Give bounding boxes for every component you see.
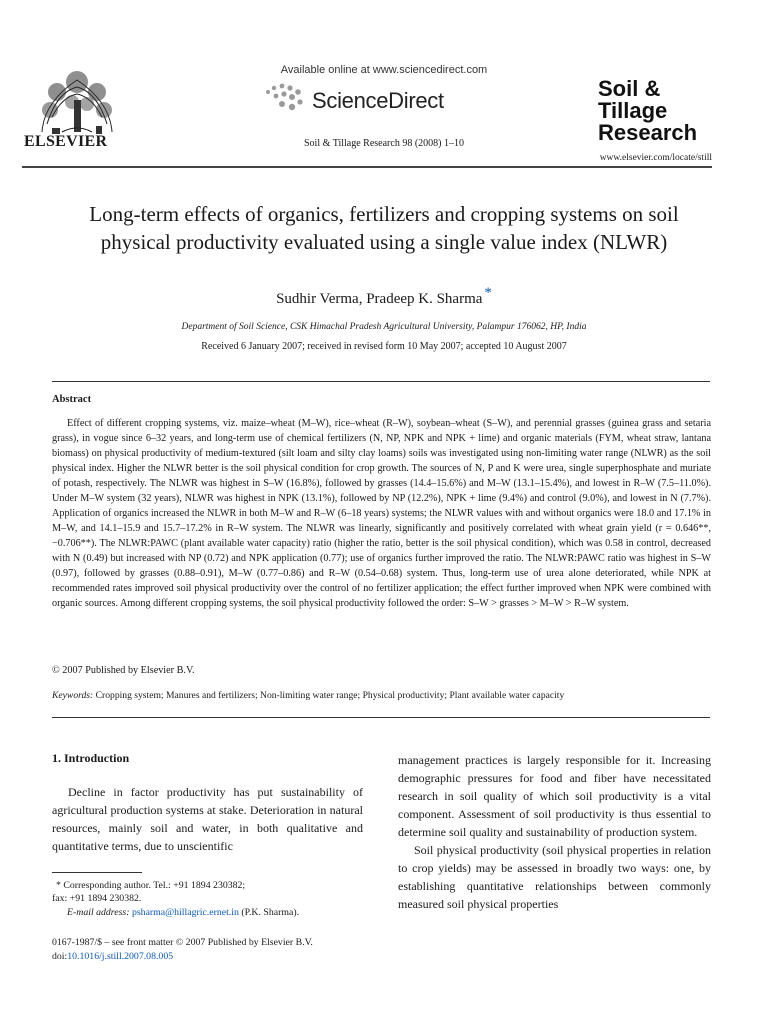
- keywords-label: Keywords:: [52, 690, 94, 701]
- header-divider: [22, 166, 712, 168]
- keywords: [52, 690, 564, 701]
- article-authors: [0, 285, 768, 308]
- journal-name: [598, 78, 697, 144]
- journal-name-line3: Research: [598, 120, 698, 145]
- abstract-bottom-divider: [52, 717, 710, 718]
- sciencedirect-logo[interactable]: [262, 82, 462, 118]
- keywords-text: Cropping system; Manures and fertilizers; Non-limiting water range; Physical productivity; Plant available water capacity: [95, 690, 565, 701]
- footnote-fax: fax: +91 1894 230382.: [52, 893, 142, 904]
- intro-column-2: [398, 751, 711, 913]
- intro-paragraph-1: Decline in factor productivity has put sustainability of agricultural production systems at stake. Deterioration in natural resources, mainly soil and water, in both qualitative and quantitative terms, due to unscientific: [52, 785, 363, 853]
- received-dates: Received 6 January 2007; received in revised form 10 May 2007; accepted 10 August 2007: [201, 341, 567, 352]
- section-heading-introduction: 1. Introduction: [52, 751, 130, 765]
- doi-link[interactable]: 10.1016/j.still.2007.08.005: [67, 951, 174, 962]
- author-affiliation: Department of Soil Science, CSK Himachal Pradesh Agricultural University, Palampur 176062, HP, India: [181, 322, 587, 332]
- abstract-copyright: © 2007 Published by Elsevier B.V.: [52, 665, 195, 676]
- intro-paragraph-continued: management practices is largely responsible for it. Increasing demographic pressures for food and fiber have necessitated research in soil quality of which soil productivity is a vital component. Assessment of soil productivity is thus essential to determine soil quality and sustainability of production system.: [398, 753, 711, 839]
- email-link[interactable]: psharma@hillagric.ernet.in: [131, 907, 239, 918]
- abstract-heading: Abstract: [52, 394, 92, 405]
- email-label: E-mail address:: [67, 907, 130, 918]
- abstract-body: Effect of different cropping systems, viz. maize–wheat (M–W), rice–wheat (R–W), soybean–wheat (S–W), and perennial grasses (guinea grass and setaria grass), in vogue since 6–32 years, and long-term use of chemical fertilizers (N, NP, NPK and NPK + lime) and organic materials (FYM, wheat straw, lantana biomass) on physical productivity of medium-textured (silt loam and silty clay loams) soils was investigated using non-limiting water range (NLWR) as the soil physical index. Higher the NLWR better is the soil physical condition for crop growth. The sources of N, P and K were urea, single superphosphate and muriate of potash, respectively. The NLWR was highest in S–W (16.8%), followed by grasses (14.4–15.6%) and M–W (13.1–15.4%), and lowest in R–W (7.5–11.0%). Under M–W system (32 years), NLWR was highest in NPK (13.1%), followed by NP (12.2%), NPK + lime (9.4%) and control (9.0%), and lowest in N (7.7%). Application of organics increased the NLWR in both M–W and R–W (6–18 years) systems; the NLWR values with and without organics were 18.0 and 17.1% in M–W, and 14.1–15.9 and 15.7–17.2% in R–W system. The NLWR was linearly, significantly and positively correlated with wheat grain yield (r = 0.646**, −0.706**). The NLWR:PAWC (plant available water capacity) ratio (higher the ratio, better is the soil physical condition), which was 0.58 in control, decreased with N (0.49) but increased with NP (0.72) and NPK application (0.77); use of organics further improved the ratio. The NLWR:PAWC ratio was highest in S–W (0.97), followed by grasses (0.88–0.91), M–W (0.77–0.86) and R–W (0.54–0.68) system. Thus, long-term use of urea alone deteriorated, while NPK at recommended rates improved soil physical productivity over the control of no fertilizer application; the effect further improved when NPK were combined with organic sources. Among different cropping systems, the soil physical productivity followed the order: S–W > grasses > M–W > R–W system.: [52, 418, 711, 609]
- footnote-email: [67, 907, 299, 918]
- doi-label: doi:: [52, 951, 68, 962]
- article-title: Long-term effects of organics, fertilizers and cropping systems on soil physical productivity evaluated using a single value index (NLWR): [89, 202, 679, 254]
- journal-name-line1: Soil &: [598, 76, 661, 101]
- authors-text: Sudhir Verma, Pradeep K. Sharma: [276, 291, 483, 307]
- abstract-top-divider: [52, 381, 710, 382]
- intro-paragraph-2: Soil physical productivity (soil physical properties in relation to crop yields) may be assessed in broadly two ways: one, by establishing quantitative relationships between commonly measured soil physical properties: [398, 843, 711, 911]
- journal-citation: Soil & Tillage Research 98 (2008) 1–10: [304, 138, 464, 149]
- footnote-divider: [52, 872, 142, 873]
- email-suffix: (P.K. Sharma).: [241, 907, 300, 918]
- available-online-text[interactable]: Available online at www.sciencedirect.com: [280, 64, 488, 76]
- journal-url-link[interactable]: www.elsevier.com/locate/still: [599, 153, 712, 163]
- footnote-corresponding: * Corresponding author. Tel.: +91 1894 230382;: [56, 880, 246, 891]
- corresponding-author-link[interactable]: *: [484, 285, 492, 301]
- journal-name-line2: Tillage: [598, 98, 668, 123]
- issn-front-matter: 0167-1987/$ – see front matter © 2007 Published by Elsevier B.V.: [52, 937, 313, 948]
- sciencedirect-label: ScienceDirect: [312, 88, 444, 113]
- publisher-label: ELSEVIER: [24, 133, 108, 150]
- sciencedirect-dots-icon: [262, 82, 308, 116]
- doi-line: [52, 951, 173, 962]
